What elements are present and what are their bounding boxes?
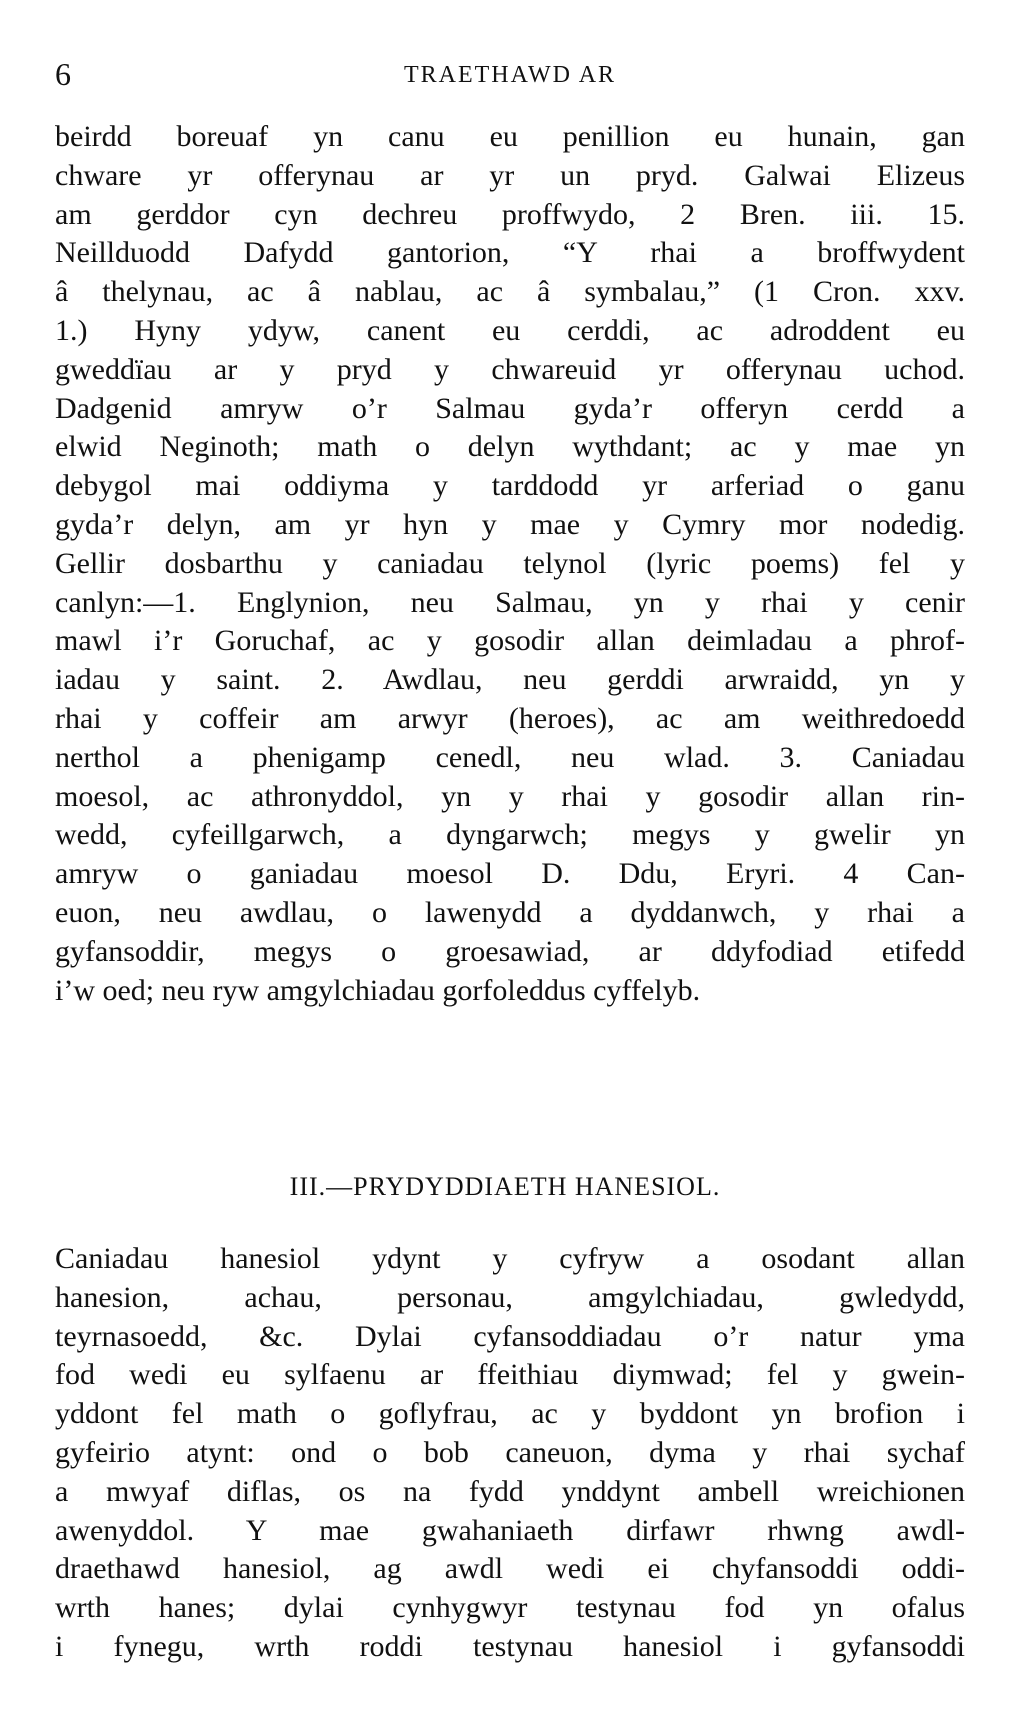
text-line: chware yr offerynau ar yr un pryd. Galwai Elizeus (55, 158, 965, 192)
text-line: a mwyaf diflas, os na fydd ynddynt ambell wreichionen (55, 1474, 965, 1508)
text-line: iadau y saint. 2. Awdlau, neu gerddi arwraidd, yn y (55, 663, 965, 697)
text-line: gyfansoddir, megys o groesawiad, ar ddyfodiad etifedd (55, 934, 965, 968)
text-line: teyrnasoedd, &c. Dylai cyfansoddiadau o’r natur yma (55, 1319, 965, 1353)
text-line: 1.) Hyny ydyw, canent eu cerddi, ac adroddent eu (55, 313, 965, 347)
text-line: euon, neu awdlau, o lawenydd a dyddanwch, y rhai a (55, 895, 965, 929)
text-line: gweddïau ar y pryd y chwareuid yr offerynau uchod. (55, 352, 965, 386)
text-line: debygol mai oddiyma y tarddodd yr arferiad o ganu (55, 469, 965, 503)
text-line: Caniadau hanesiol ydynt y cyfryw a osodant allan (55, 1242, 965, 1275)
text-line: wrth hanes; dylai cynhygwyr testynau fod yn ofalus (55, 1591, 965, 1625)
text-line: â thelynau, ac â nablau, ac â symbalau,” (1 Cron. xxv. (55, 275, 965, 309)
text-line: Gellir dosbarthu y caniadau telynol (lyric poems) fel y (55, 546, 965, 580)
text-line: mawl i’r Goruchaf, ac y gosodir allan deimladau a phrof- (55, 624, 965, 658)
text-line: i’w oed; neu ryw amgylchiadau gorfoleddus cyffelyb. (55, 973, 701, 1007)
paragraph-lyric-poetry (55, 118, 965, 1010)
page-header (55, 56, 965, 96)
text-line: Dadgenid amryw o’r Salmau gyda’r offeryn cerdd a (55, 391, 965, 425)
running-head: TRAETHAWD AR (403, 62, 617, 88)
text-line: canlyn:—1. Englynion, neu Salmau, yn y rhai y cenir (55, 585, 965, 619)
text-line: gyda’r delyn, am yr hyn y mae y Cymry mor nodedig. (55, 507, 965, 541)
text-line: i fynegu, wrth roddi testynau hanesiol i gyfansoddi (55, 1629, 965, 1663)
text-line: elwid Neginoth; math o delyn wythdant; ac y mae yn (55, 430, 965, 464)
text-line: draethawd hanesiol, ag awdl wedi ei chyfansoddi oddi- (55, 1552, 965, 1586)
text-line: hanesion, achau, personau, amgylchiadau, gwledydd, (55, 1280, 965, 1314)
text-line: nerthol a phenigamp cenedl, neu wlad. 3. Caniadau (55, 740, 965, 774)
text-line: yddont fel math o goflyfrau, ac y byddont yn brofion i (55, 1397, 965, 1431)
section-heading: III.—PRYDYDDIAETH HANESIOL. (289, 1172, 721, 1201)
text-line: amryw o ganiadau moesol D. Ddu, Eryri. 4 Can- (55, 857, 965, 891)
text-line: am gerddor cyn dechreu proffwydo, 2 Bren. iii. 15. (55, 197, 965, 231)
text-line: wedd, cyfeillgarwch, a dyngarwch; megys y gwelir yn (55, 818, 965, 852)
text-line: rhai y coffeir am arwyr (heroes), ac am weithredoedd (55, 701, 965, 735)
text-line: beirdd boreuaf yn canu eu penillion eu hunain, gan (55, 120, 965, 153)
paragraph-historical-poetry (55, 1240, 965, 1667)
text-line: moesol, ac athronyddol, yn y rhai y gosodir allan rin- (55, 779, 965, 813)
text-line: gyfeirio atynt: ond o bob caneuon, dyma y rhai sychaf (55, 1435, 965, 1469)
text-line: Neillduodd Dafydd gantorion, “Y rhai a broffwydent (55, 236, 965, 270)
page-number: 6 (55, 56, 71, 92)
text-line: awenyddol. Y mae gwahaniaeth dirfawr rhwng awdl- (55, 1513, 965, 1547)
text-line: fod wedi eu sylfaenu ar ffeithiau diymwad; fel y gwein- (55, 1358, 965, 1392)
